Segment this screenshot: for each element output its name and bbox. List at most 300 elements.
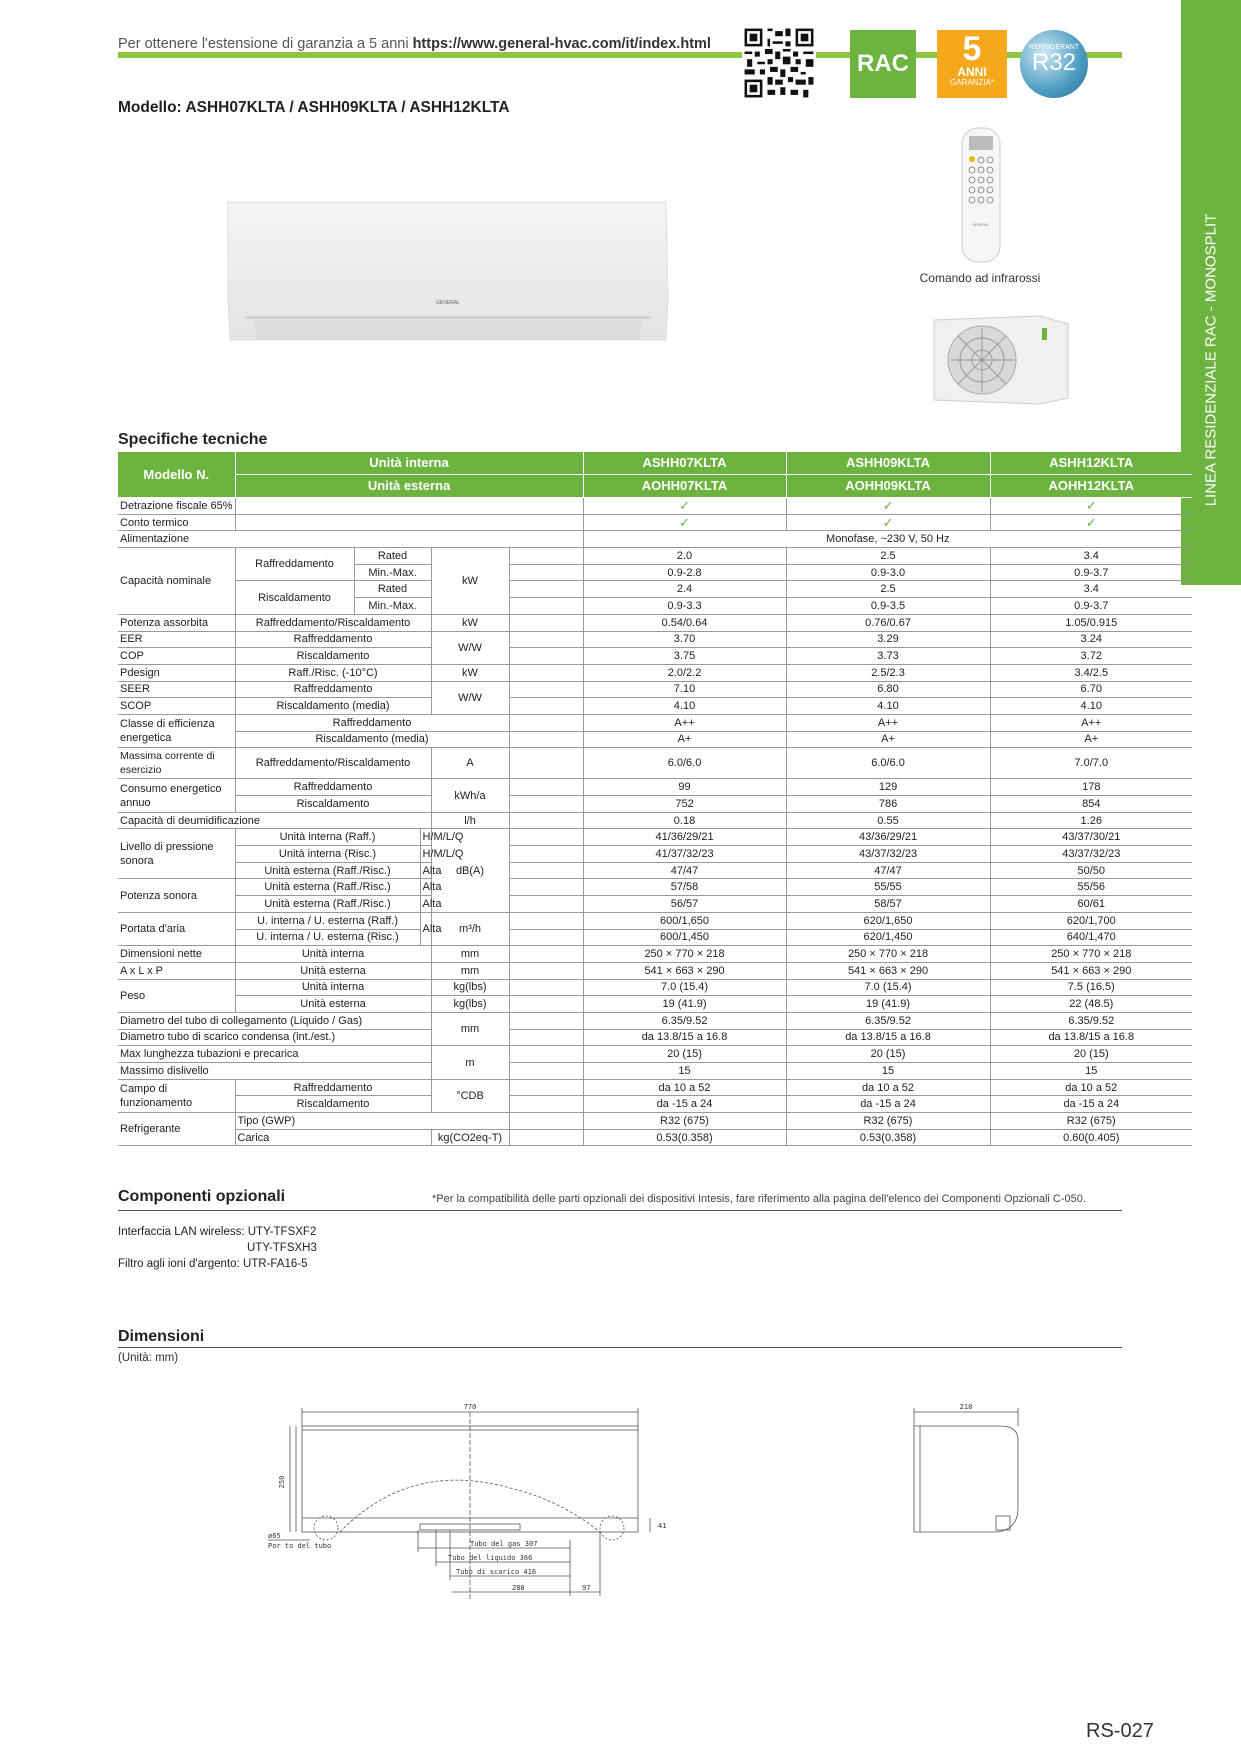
value-cell: 250 × 770 × 218 [786, 946, 990, 963]
value-cell: 620/1,450 [786, 929, 990, 946]
sub-label: Raffreddamento [235, 714, 509, 731]
row-portata-1 [118, 912, 1192, 929]
dimensions-units: (Unità: mm) [118, 1352, 179, 1364]
row-classe-raff [118, 714, 1192, 731]
unit-cell: kW [431, 548, 509, 615]
empty-cell [509, 631, 583, 648]
row-label: SEER [118, 681, 235, 698]
row-pressione-2 [118, 846, 1192, 863]
warranty-5-years-badge [937, 30, 1007, 98]
dim-side: 41 [658, 1522, 667, 1530]
value-cell: 19 (41.9) [786, 996, 990, 1013]
value-cell: 20 (15) [583, 1046, 786, 1063]
row-pressione-3 [118, 862, 1192, 879]
outdoor-label: Unità esterna [235, 475, 583, 498]
value-cell: 250 × 770 × 218 [583, 946, 786, 963]
value-cell: 3.70 [583, 631, 786, 648]
row-peso-1 [118, 979, 1192, 996]
indoor-model-2: ASHH09KLTA [786, 452, 990, 475]
dim-liquid: Tubo del liquido 366 [448, 1554, 533, 1562]
empty-cell [509, 681, 583, 698]
value-cell: 7.10 [583, 681, 786, 698]
empty-cell [509, 862, 583, 879]
value-cell: 55/56 [990, 879, 1192, 896]
row-label: Consumo energetico annuo [118, 779, 235, 812]
empty-cell [509, 896, 583, 913]
sub-label: Unità esterna [235, 962, 431, 979]
lan-label: Interfaccia LAN wireless: [118, 1226, 245, 1238]
sub-label: Riscaldamento [235, 1096, 431, 1113]
value-cell: 57/58 [583, 879, 786, 896]
unit-cell: m³/h [431, 912, 509, 945]
value-cell: 6.35/9.52 [583, 1012, 786, 1029]
outdoor-model-3: AOHH12KLTA [990, 475, 1192, 498]
row-consumo-raff [118, 779, 1192, 796]
row-label: Massima corrente di esercizio [118, 748, 235, 779]
value-cell: 43/37/32/23 [990, 846, 1192, 863]
value-cell: 7.0/7.0 [990, 748, 1192, 779]
row-corrente [118, 748, 1192, 779]
value-cell: 6.70 [990, 681, 1192, 698]
rac-badge: RAC [850, 30, 916, 98]
mode-cell: Alta [420, 896, 431, 913]
value-cell: da 10 a 52 [990, 1079, 1192, 1096]
value-cell: 2.5 [786, 581, 990, 598]
empty-cell [509, 1046, 583, 1063]
row-consumo-risc [118, 796, 1192, 813]
value-cell: 2.4 [583, 581, 786, 598]
value-cell: A+ [990, 731, 1192, 748]
sub-label: Raffreddamento [235, 1079, 431, 1096]
value-cell: 600/1,650 [583, 912, 786, 929]
row-label: Max lunghezza tubazioni e precarica [118, 1046, 431, 1063]
empty-cell [509, 1079, 583, 1096]
row-potenza-sonora-2 [118, 896, 1192, 913]
unit-cell: W/W [431, 681, 509, 714]
row-cop [118, 648, 1192, 665]
empty-cell [509, 564, 583, 581]
outdoor-unit-image [930, 314, 1072, 406]
row-label: Campo di funzionamento [118, 1079, 235, 1112]
row-peso-2 [118, 996, 1192, 1013]
empty-cell [509, 796, 583, 813]
unit-cell: mm [431, 962, 509, 979]
row-classe-risc [118, 731, 1192, 748]
value-cell: 3.73 [786, 648, 990, 665]
side-tab-text: LINEA RESIDENZIALE RAC - MONOSPLIT [1202, 213, 1220, 507]
check-icon: ✓ [583, 514, 786, 531]
value-cell: 0.54/0.64 [583, 614, 786, 631]
empty-cell [509, 581, 583, 598]
row-refrigerante-1 [118, 1113, 1192, 1130]
row-detrazione [118, 498, 1192, 515]
value-cell: 620/1,700 [990, 912, 1192, 929]
check-icon: ✓ [990, 514, 1192, 531]
sub-label: Riscaldamento [235, 648, 431, 665]
empty-cell [509, 598, 583, 615]
sub-label: Unità esterna (Raff./Risc.) [235, 879, 420, 896]
value-cell: 1.26 [990, 812, 1192, 829]
warranty-years: 5 [962, 30, 982, 68]
sub-label: Riscaldamento [235, 581, 354, 614]
value-cell: 620/1,650 [786, 912, 990, 929]
outdoor-model-2: AOHH09KLTA [786, 475, 990, 498]
row-scop [118, 698, 1192, 715]
check-icon: ✓ [786, 498, 990, 515]
value-cell: 3.4/2.5 [990, 664, 1192, 681]
row-label: Classe di efficienza energetica [118, 714, 235, 747]
unit-cell: m [431, 1046, 509, 1079]
value-cell: 4.10 [583, 698, 786, 715]
value-cell: 4.10 [786, 698, 990, 715]
value-cell: 3.4 [990, 548, 1192, 565]
value-cell: 3.75 [583, 648, 786, 665]
row-campo-2 [118, 1096, 1192, 1113]
row-label: Conto termico [118, 514, 235, 531]
sub-label: Raffreddamento/Riscaldamento [235, 614, 431, 631]
empty-cell [509, 812, 583, 829]
value-cell: 6.80 [786, 681, 990, 698]
value-cell: 3.29 [786, 631, 990, 648]
value-cell: 6.0/6.0 [786, 748, 990, 779]
value-cell: da -15 a 24 [990, 1096, 1192, 1113]
value-cell: da 13.8/15 a 16.8 [583, 1029, 786, 1046]
value-cell: 0.9-3.7 [990, 598, 1192, 615]
filter-label: Filtro agli ioni d'argento: [118, 1258, 240, 1270]
value-cell: 19 (41.9) [583, 996, 786, 1013]
row-label: Dimensioni nette [118, 946, 235, 963]
value-cell: 752 [583, 796, 786, 813]
value-cell: A++ [786, 714, 990, 731]
check-icon: ✓ [786, 514, 990, 531]
value-cell: da 10 a 52 [786, 1079, 990, 1096]
value-cell: 15 [786, 1063, 990, 1080]
row-label: Capacità nominale [118, 548, 235, 615]
row-label: Detrazione fiscale 65% [118, 498, 235, 515]
sub-label: Raffreddamento [235, 779, 431, 796]
value-cell: 47/47 [786, 862, 990, 879]
dim-hole: ø65 [268, 1532, 281, 1540]
value-cell: 640/1,470 [990, 929, 1192, 946]
row-portata-2 [118, 929, 1192, 946]
value-cell: 6.35/9.52 [990, 1012, 1192, 1029]
value-cell: da -15 a 24 [786, 1096, 990, 1113]
value-cell: 7.5 (16.5) [990, 979, 1192, 996]
value-cell: 58/57 [786, 896, 990, 913]
qr-code-icon[interactable] [742, 26, 816, 100]
empty-cell [509, 1129, 583, 1146]
value-cell: 0.76/0.67 [786, 614, 990, 631]
unit-cell: °CDB [431, 1079, 509, 1112]
sub-label: Unità esterna (Raff./Risc.) [235, 862, 420, 879]
row-label: Potenza assorbita [118, 614, 235, 631]
value-cell: 250 × 770 × 218 [990, 946, 1192, 963]
dim-97: 97 [582, 1584, 591, 1592]
sub-label: Unità interna [235, 979, 431, 996]
sub-label: Tipo (GWP) [235, 1113, 509, 1130]
empty-cell [509, 779, 583, 796]
page-number: RS-027 [1086, 1720, 1154, 1742]
remote-caption: Comando ad infrarossi [919, 271, 1041, 285]
mode-cell: H/M/L/Q [420, 846, 431, 863]
empty-cell [509, 731, 583, 748]
warranty-url[interactable]: https://www.general-hvac.com/it/index.html [412, 36, 711, 52]
unit-cell: mm [431, 1012, 509, 1045]
check-icon: ✓ [990, 498, 1192, 515]
row-pdesign [118, 664, 1192, 681]
sub-label: Riscaldamento (media) [235, 731, 509, 748]
value-cell: 6.0/6.0 [583, 748, 786, 779]
remote-control-image [960, 126, 1002, 264]
row-label: SCOP [118, 698, 235, 715]
side-dimension-drawing [900, 1400, 1050, 1540]
row-seer [118, 681, 1192, 698]
sub-label: Min.-Max. [354, 564, 431, 581]
row-label: Refrigerante [118, 1113, 235, 1146]
value-cell: 4.10 [990, 698, 1192, 715]
row-tubo-collegamento [118, 1012, 1192, 1029]
dim-288: 288 [512, 1584, 525, 1592]
value-cell: 20 (15) [786, 1046, 990, 1063]
value-cell: da 10 a 52 [583, 1079, 786, 1096]
sub-label: U. interna / U. esterna (Raff.) [235, 912, 420, 929]
row-dimensioni-2 [118, 962, 1192, 979]
row-dislivello [118, 1063, 1192, 1080]
value-cell: 41/37/32/23 [583, 846, 786, 863]
empty-cell [235, 498, 583, 515]
indoor-model-1: ASHH07KLTA [583, 452, 786, 475]
empty-cell [509, 979, 583, 996]
mode-cell: H/M/L/Q [420, 829, 431, 846]
sub-label: Unità esterna (Raff./Risc.) [235, 896, 420, 913]
value-cell: R32 (675) [990, 1113, 1192, 1130]
empty-cell [509, 1012, 583, 1029]
value-cell: A+ [786, 731, 990, 748]
value-cell: 15 [990, 1063, 1192, 1080]
value-cell: da 13.8/15 a 16.8 [990, 1029, 1192, 1046]
row-capacita-raff-rated [118, 548, 1192, 565]
empty-cell [509, 714, 583, 731]
value-cell: 7.0 (15.4) [583, 979, 786, 996]
sub-label: Raffreddamento/Riscaldamento [235, 748, 431, 779]
sub-label: Riscaldamento [235, 796, 431, 813]
indoor-unit-image [226, 200, 670, 342]
empty-cell [509, 614, 583, 631]
dim-hole-label: Por to del tubo [268, 1542, 332, 1550]
empty-cell [509, 1063, 583, 1080]
row-deumidificazione [118, 812, 1192, 829]
value-cell: 2.0/2.2 [583, 664, 786, 681]
value-cell: 0.9-2.8 [583, 564, 786, 581]
unit-cell: mm [431, 946, 509, 963]
value-cell: da 13.8/15 a 16.8 [786, 1029, 990, 1046]
row-label: A x L x P [118, 962, 235, 979]
empty-cell [509, 879, 583, 896]
row-label: Potenza sonora [118, 879, 235, 912]
empty-cell [509, 829, 583, 846]
dim-height: 250 [278, 1475, 286, 1489]
optional-note: *Per la compatibilità delle parti opzionali dei dispositivi Intesis, fare riferimento alla pagina dell'elenco dei Componenti Opzionali C-050. [432, 1193, 1086, 1205]
refrigerant-small-label: REFRIGERANT [1028, 44, 1080, 51]
value-cell: 43/37/32/23 [786, 846, 990, 863]
value-cell: 7.0 (15.4) [786, 979, 990, 996]
value-cell: 56/57 [583, 896, 786, 913]
warranty-anni: ANNI [957, 65, 987, 79]
value-cell: 20 (15) [990, 1046, 1192, 1063]
row-dimensioni-1 [118, 946, 1192, 963]
sub-label: Rated [354, 548, 431, 565]
outdoor-model-1: AOHH07KLTA [583, 475, 786, 498]
value-cell: 2.5 [786, 548, 990, 565]
sub-label: Raffreddamento [235, 681, 431, 698]
value-cell: 55/55 [786, 879, 990, 896]
row-label: Pdesign [118, 664, 235, 681]
value-cell: 50/50 [990, 862, 1192, 879]
value-cell: 60/61 [990, 896, 1192, 913]
warranty-garanzia: GARANZIA* [949, 78, 994, 87]
unit-cell: kg(lbs) [431, 979, 509, 996]
mode-cell: Alta [420, 912, 431, 945]
refrigerant-big-label: R32 [1031, 49, 1077, 76]
divider [118, 1347, 1122, 1348]
unit-cell: kW [431, 614, 509, 631]
value-cell: 2.5/2.3 [786, 664, 990, 681]
empty-cell [509, 648, 583, 665]
value-cell: 0.18 [583, 812, 786, 829]
divider [118, 1210, 1122, 1211]
row-label: Livello di pressione sonora [118, 829, 235, 879]
sub-label: Unità interna (Risc.) [235, 846, 420, 863]
row-label: Diametro del tubo di collegamento (Liquido / Gas) [118, 1012, 431, 1029]
value-cell: 0.9-3.7 [990, 564, 1192, 581]
warranty-extension-text [118, 36, 711, 52]
header-row-outdoor [118, 475, 1192, 498]
mode-cell: Alta [420, 862, 431, 879]
value-cell: 3.24 [990, 631, 1192, 648]
dim-drain: Tubo di scarico 416 [456, 1568, 537, 1576]
value-cell: 0.9-3.5 [786, 598, 990, 615]
row-capacita-risc-rated [118, 581, 1192, 598]
value-cell: 854 [990, 796, 1192, 813]
front-dimension-drawing [260, 1400, 680, 1610]
value-cell: R32 (675) [583, 1113, 786, 1130]
sub-label: Rated [354, 581, 431, 598]
value-cell: 0.53(0.358) [583, 1129, 786, 1146]
empty-cell [509, 846, 583, 863]
empty-cell [509, 1113, 583, 1130]
warranty-text: Per ottenere l'estensione di garanzia a 5 anni [118, 36, 409, 52]
value-cell: 0.53(0.358) [786, 1129, 990, 1146]
value-cell: 541 × 663 × 290 [990, 962, 1192, 979]
value-cell: 1.05/0.915 [990, 614, 1192, 631]
row-label: COP [118, 648, 235, 665]
check-icon: ✓ [583, 498, 786, 515]
sub-label: Carica [235, 1129, 431, 1146]
indoor-model-3: ASHH12KLTA [990, 452, 1192, 475]
empty-cell [509, 698, 583, 715]
empty-cell [509, 929, 583, 946]
value-cell: 99 [583, 779, 786, 796]
indoor-label: Unità interna [235, 452, 583, 475]
value-cell: A+ [583, 731, 786, 748]
unit-cell: kWh/a [431, 779, 509, 812]
value-cell: 0.60(0.405) [990, 1129, 1192, 1146]
value-cell: 3.72 [990, 648, 1192, 665]
sub-label: Raffreddamento [235, 548, 354, 581]
filter-value: UTR-FA16-5 [242, 1258, 308, 1270]
sub-label: Raff./Risc. (-10°C) [235, 664, 431, 681]
sub-label: Min.-Max. [354, 598, 431, 615]
lan-value-2: UTY-TFSXH3 [247, 1242, 317, 1254]
dim-gas: Tubo del gas 307 [470, 1540, 538, 1548]
sub-label: Unità interna [235, 946, 431, 963]
value-cell: 0.55 [786, 812, 990, 829]
empty-cell [509, 912, 583, 929]
value-cell: 41/36/29/21 [583, 829, 786, 846]
value-cell: 22 (48.5) [990, 996, 1192, 1013]
row-max-lunghezza [118, 1046, 1192, 1063]
row-alimentazione [118, 531, 1192, 548]
sub-label: Raffreddamento [235, 631, 431, 648]
value-cell: 541 × 663 × 290 [786, 962, 990, 979]
dim-width: 770 [463, 1403, 477, 1411]
value-cell: 541 × 663 × 290 [583, 962, 786, 979]
value-cell: 786 [786, 796, 990, 813]
indoor-brand-mark: GENERAL [436, 300, 460, 306]
row-potenza-assorbita [118, 614, 1192, 631]
empty-cell [509, 748, 583, 779]
value-cell: 15 [583, 1063, 786, 1080]
value-cell: 2.0 [583, 548, 786, 565]
empty-cell [509, 548, 583, 565]
value-cell: R32 (675) [786, 1113, 990, 1130]
row-label: Alimentazione [118, 531, 235, 548]
value-cell: A++ [990, 714, 1192, 731]
sub-label: Unità esterna [235, 996, 431, 1013]
lan-value-1: UTY-TFSXF2 [247, 1226, 317, 1238]
unit-cell: W/W [431, 631, 509, 664]
value-cell: 43/37/30/21 [990, 829, 1192, 846]
value-cell: da -15 a 24 [583, 1096, 786, 1113]
optional-title: Componenti opzionali [118, 1188, 286, 1205]
row-eer [118, 631, 1192, 648]
empty-cell [509, 962, 583, 979]
r32-refrigerant-badge [1020, 30, 1088, 98]
model-title: Modello: ASHH07KLTA / ASHH09KLTA / ASHH12KLTA [118, 99, 510, 116]
row-potenza-sonora-1 [118, 879, 1192, 896]
value-cell: 43/36/29/21 [786, 829, 990, 846]
remote-brand-mark: GENERAL [972, 223, 990, 227]
row-label: Portata d'aria [118, 912, 235, 945]
row-tubo-scarico [118, 1029, 1192, 1046]
row-refrigerante-2 [118, 1129, 1192, 1146]
unit-cell: dB(A) [431, 829, 509, 912]
header-row-indoor [118, 452, 1192, 475]
value-cell: 600/1,450 [583, 929, 786, 946]
unit-cell: l/h [431, 812, 509, 829]
value-cell: 178 [990, 779, 1192, 796]
model-label: Modello N. [118, 452, 235, 498]
empty-cell [509, 1096, 583, 1113]
sub-label: Unità interna (Raff.) [235, 829, 420, 846]
value-cell: A++ [583, 714, 786, 731]
empty-cell [509, 996, 583, 1013]
specs-title: Specifiche tecniche [118, 431, 268, 448]
value-cell: 129 [786, 779, 990, 796]
row-label: Peso [118, 979, 235, 1012]
row-value: Monofase, ~230 V, 50 Hz [583, 531, 1192, 548]
row-conto-termico [118, 514, 1192, 531]
